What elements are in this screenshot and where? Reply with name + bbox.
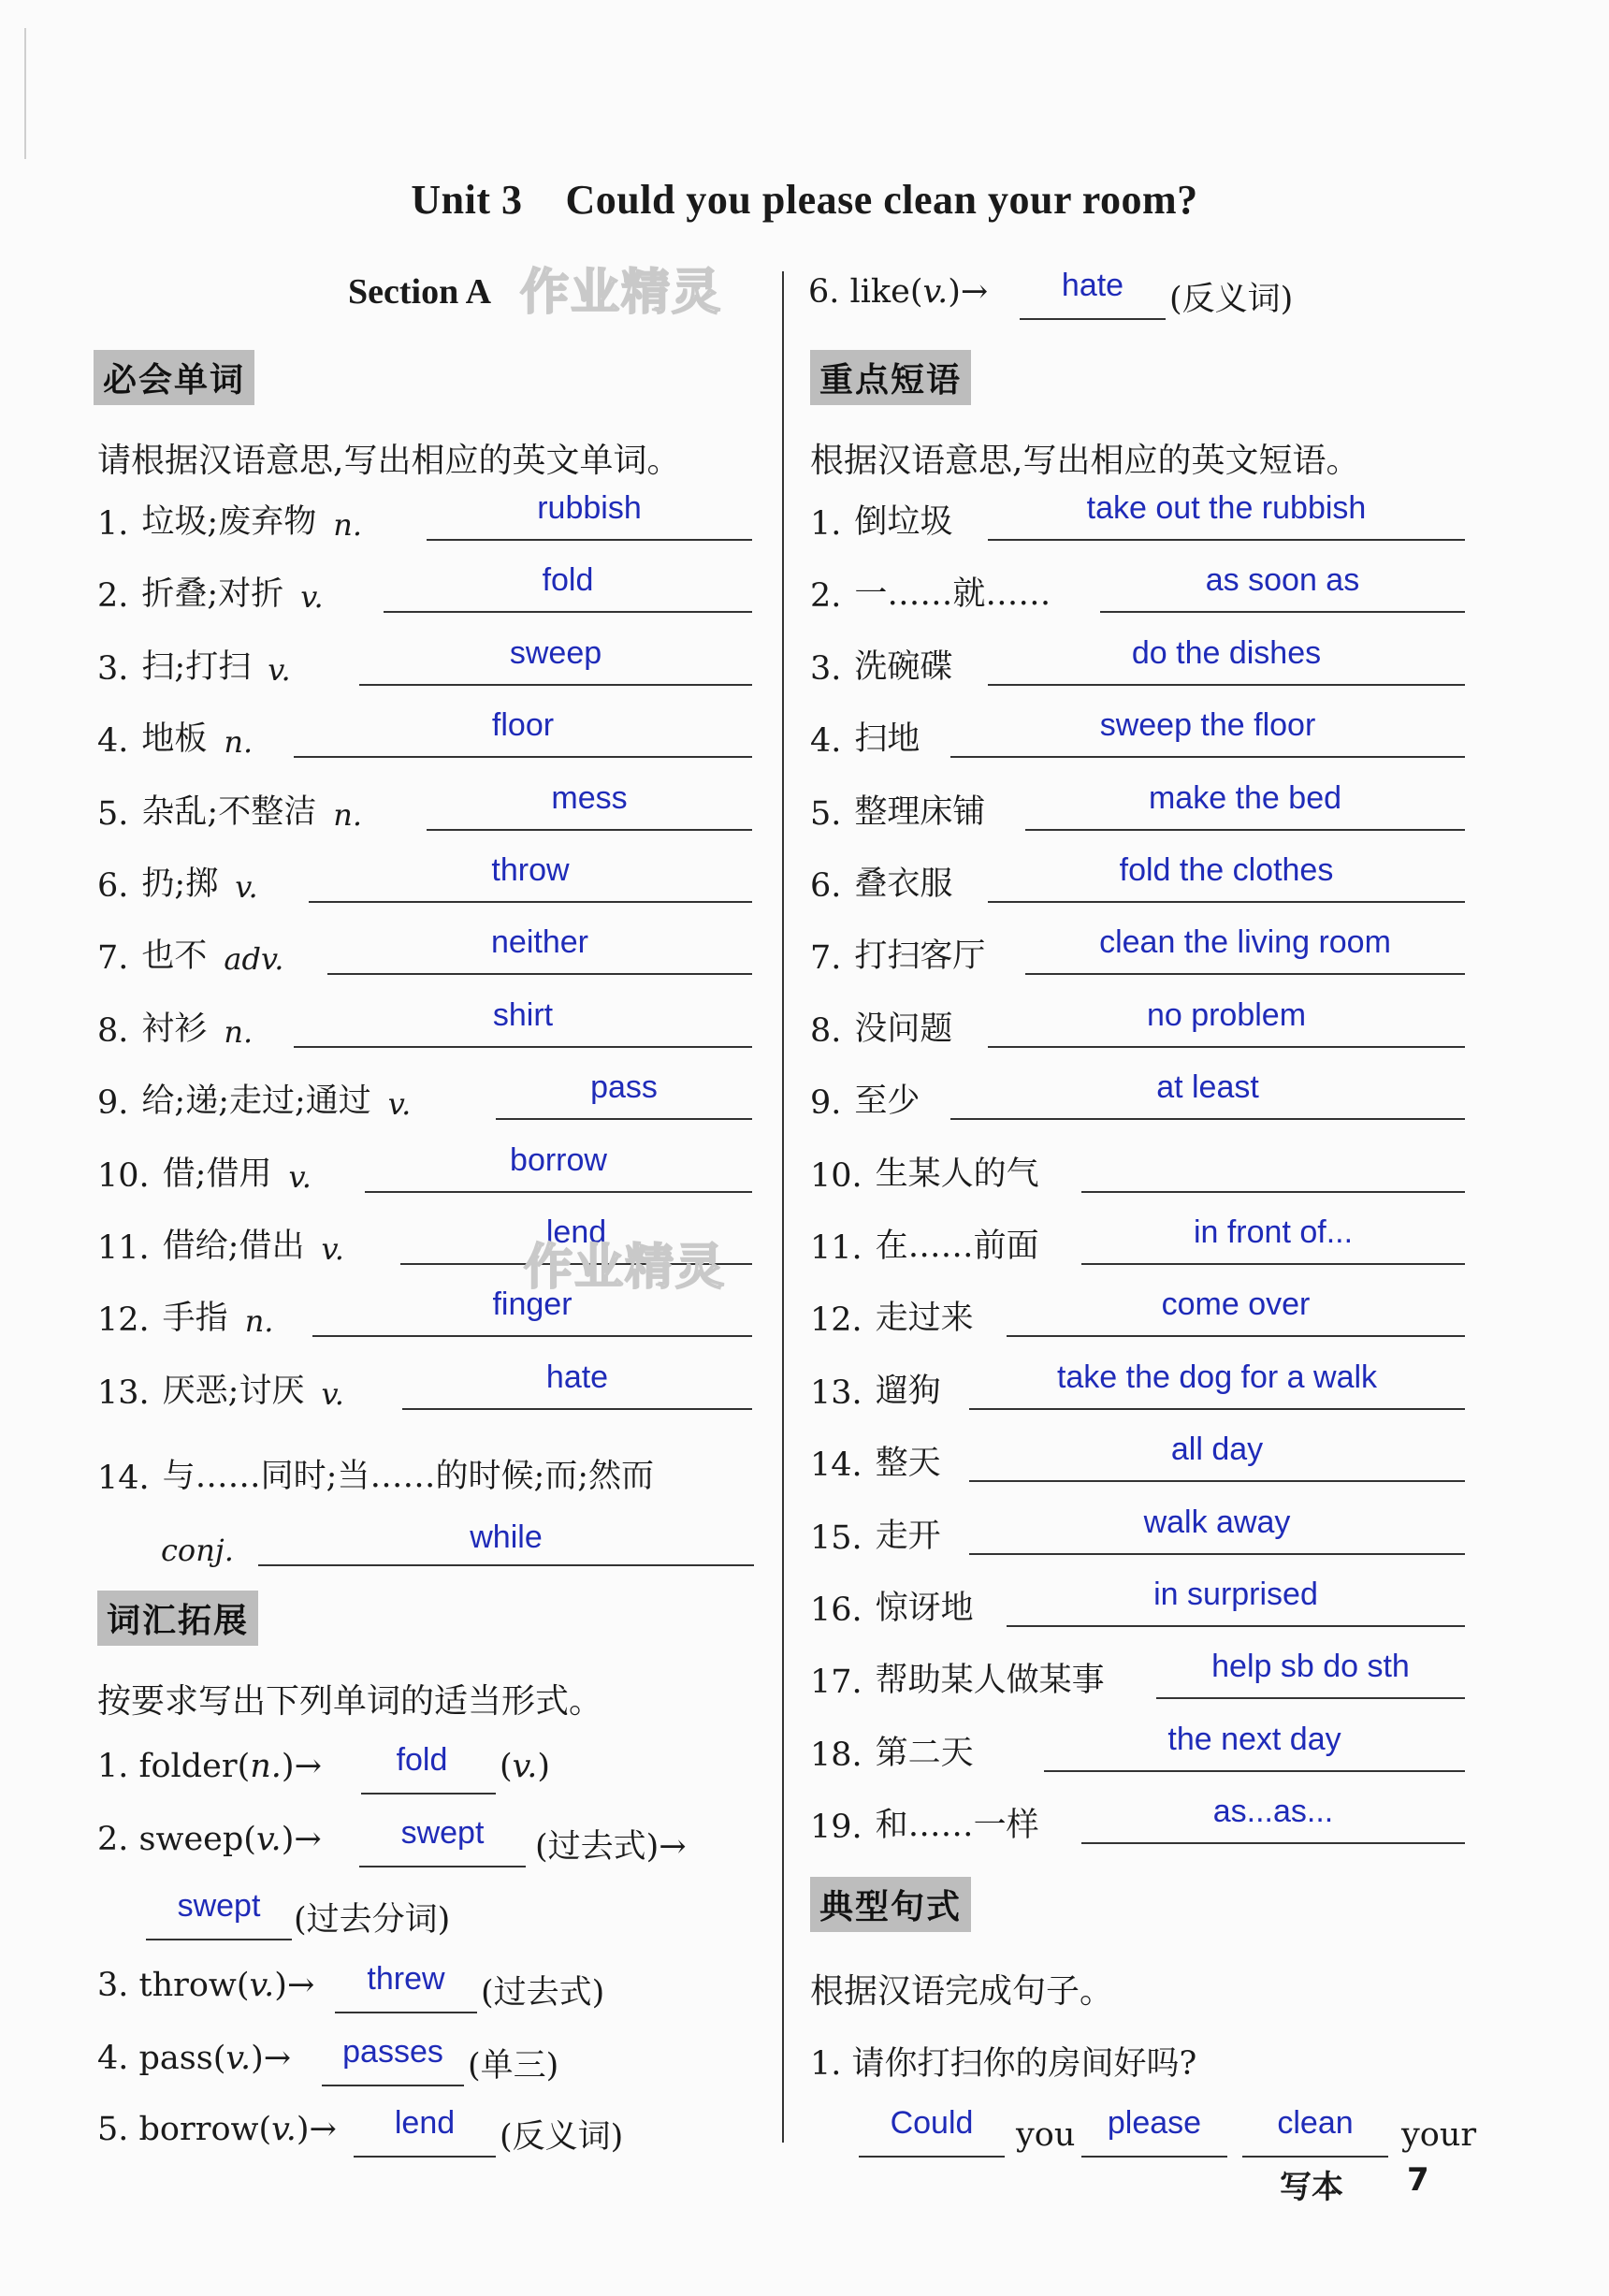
word-item: 3. 扫;打扫 v. [97, 648, 291, 688]
phrase-item: 13. 遛狗 [810, 1373, 941, 1412]
phrase-answer-text: make the bed [1148, 780, 1342, 816]
form-6: 6. like(v.)→ [808, 273, 989, 311]
answer-text: sweep [509, 635, 602, 671]
phrase-item: 2. 一……就…… [810, 575, 1051, 615]
watermark-logo-2: 作业精灵 [524, 1240, 727, 1296]
phrase-item: 11. 在……前面 [810, 1228, 1039, 1267]
phrase-answer-text: do the dishes [1131, 635, 1322, 671]
phrase-item: 12. 走过来 [810, 1300, 974, 1339]
sentence-answer-2: please [1107, 2105, 1202, 2141]
form-1: 1. folder(n.)→ [97, 1748, 322, 1785]
phrase-answer-text: walk away [1143, 1504, 1291, 1540]
unit-label: Unit 3 [411, 177, 523, 223]
phrase-answer-text: sweep the floor [1099, 707, 1316, 743]
word-item: 5. 杂乱;不整洁 n. [97, 793, 362, 833]
section-label: Section A [348, 272, 492, 312]
phrase-item: 8. 没问题 [810, 1010, 953, 1050]
phrase-item: 6. 叠衣服 [810, 865, 953, 905]
heading-required-words: 必会单词 [94, 350, 254, 405]
title-text: Could you please clean your room? [565, 177, 1198, 223]
instruction-forms: 按要求写出下列单词的适当形式。 [97, 1682, 603, 1721]
phrase-item: 9. 至少 [810, 1083, 920, 1122]
answer-14: while [470, 1519, 543, 1555]
phrase-item: 4. 扫地 [810, 720, 920, 760]
answer-text: borrow [510, 1142, 607, 1178]
word-item: 1. 垃圾;废弃物 n. [97, 503, 362, 543]
phrase-answer-text: take the dog for a walk [1056, 1359, 1378, 1395]
phrase-answer-text: come over [1161, 1286, 1311, 1322]
word-item: 13. 厌恶;讨厌 v. [97, 1373, 344, 1412]
sentence-1-prompt: 1. 请你打扫你的房间好吗? [810, 2045, 1197, 2083]
instruction-words: 请根据汉语意思,写出相应的英文单词。 [97, 442, 681, 480]
form-3-post: (过去式) [481, 1974, 605, 2012]
page-title [0, 176, 1609, 224]
form-2-answer: swept [400, 1815, 485, 1851]
word-item: 2. 折叠;对折 v. [97, 575, 324, 615]
phrase-answer-text: all day [1170, 1431, 1264, 1467]
form-4-post: (单三) [468, 2047, 559, 2085]
phrase-answer-text: the next day [1167, 1722, 1341, 1757]
word-item-14: 14. 与……同时;当……的时候;而;然而 [97, 1458, 655, 1497]
form-2-post-2: (过去分词) [294, 1901, 451, 1939]
form-3: 3. throw(v.)→ [97, 1967, 315, 2004]
heading-vocab-expansion: 词汇拓展 [97, 1591, 258, 1646]
sentence-answer-1: Could [890, 2105, 974, 2141]
answer-text: mess [551, 780, 628, 816]
word-item: 12. 手指 n. [97, 1300, 274, 1339]
phrase-item: 10. 生某人的气 [810, 1155, 1039, 1195]
phrase-item: 16. 惊讶地 [810, 1590, 974, 1629]
word-item: 9. 给;递;走过;通过 v. [97, 1083, 412, 1122]
phrase-answer-text: at least [1156, 1069, 1259, 1105]
word-item: 7. 也不 adv. [97, 937, 284, 977]
form-4: 4. pass(v.)→ [97, 2040, 292, 2077]
instruction-sentences: 根据汉语完成句子。 [810, 1972, 1114, 2011]
answer-text: rubbish [537, 490, 642, 526]
phrase-answer-text: fold the clothes [1119, 852, 1334, 888]
form-2: 2. sweep(v.)→ [97, 1821, 322, 1858]
form-3-answer: threw [367, 1961, 445, 1997]
phrase-item: 19. 和……一样 [810, 1807, 1039, 1846]
answer-text: floor [491, 707, 555, 743]
phrase-answer-text: clean the living room [1099, 924, 1391, 960]
answer-text: hate [545, 1359, 609, 1395]
heading-typical-sentences: 典型句式 [810, 1877, 971, 1932]
word-item: 8. 衬衫 n. [97, 1010, 254, 1050]
answer-text: neither [491, 924, 588, 960]
sentence-word-you: you [1016, 2116, 1076, 2154]
watermark-logo: 作业精灵 [520, 265, 723, 321]
column-divider [782, 271, 784, 2143]
phrase-item: 3. 洗碗碟 [810, 648, 953, 688]
footer-label: 写本 [1280, 2169, 1343, 2206]
sentence-word-your: your [1401, 2116, 1477, 2154]
phrase-item: 18. 第二天 [810, 1735, 974, 1774]
phrase-answer-text: as soon as [1205, 562, 1360, 598]
phrase-item: 5. 整理床铺 [810, 793, 986, 833]
form-6-answer: hate [1061, 268, 1124, 303]
phrase-item: 7. 打扫客厅 [810, 937, 986, 977]
phrase-answer-text: take out the rubbish [1086, 490, 1367, 526]
phrase-item: 17. 帮助某人做某事 [810, 1662, 1105, 1701]
word-item: 6. 扔;掷 v. [97, 865, 258, 905]
answer-text: throw [491, 852, 570, 888]
word-item: 10. 借;借用 v. [97, 1155, 312, 1195]
form-5: 5. borrow(v.)→ [97, 2111, 337, 2148]
phrase-item: 1. 倒垃圾 [810, 503, 953, 543]
form-5-post: (反义词) [500, 2118, 624, 2156]
word-item: 11. 借给;借出 v. [97, 1228, 344, 1267]
page-edge-line [24, 28, 26, 159]
word-item-14-pos: conj. [161, 1533, 234, 1568]
answer-text: finger [492, 1286, 573, 1322]
sentence-answer-3: clean [1277, 2105, 1354, 2141]
phrase-item: 15. 走开 [810, 1518, 941, 1557]
heading-key-phrases: 重点短语 [810, 350, 971, 405]
phrase-answer-blank[interactable] [1081, 1146, 1465, 1193]
form-1-answer: fold [396, 1742, 448, 1778]
phrase-item: 14. 整天 [810, 1445, 941, 1484]
answer-text: shirt [492, 997, 554, 1033]
phrase-answer-text: in surprised [1153, 1577, 1318, 1612]
phrase-answer-text: in front of... [1193, 1214, 1354, 1250]
form-2-answer-2: swept [177, 1888, 261, 1924]
word-item: 4. 地板 n. [97, 720, 254, 760]
form-5-answer: lend [394, 2105, 456, 2141]
form-2-post: (过去式)→ [535, 1828, 687, 1866]
phrase-answer-text: help sb do sth [1211, 1649, 1410, 1684]
instruction-phrases: 根据汉语意思,写出相应的英文短语。 [810, 442, 1360, 480]
phrase-answer-text: no problem [1146, 997, 1307, 1033]
form-6-post: (反义词) [1169, 281, 1294, 318]
phrase-answer-text: as...as... [1212, 1794, 1334, 1829]
form-4-answer: passes [342, 2034, 443, 2070]
answer-text: lend [545, 1214, 607, 1250]
answer-text: pass [590, 1069, 658, 1105]
form-1-post: (v.) [500, 1748, 551, 1785]
page-number: 7 [1407, 2161, 1429, 2199]
answer-text: fold [542, 562, 594, 598]
